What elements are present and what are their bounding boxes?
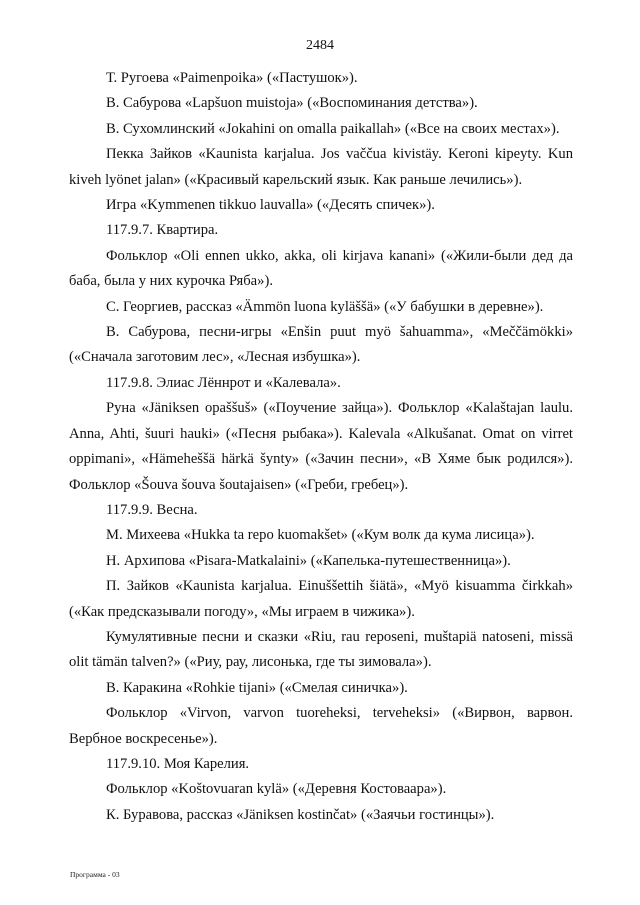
paragraph: Кумулятивные песни и сказки «Riu, rau reposeni, muštapiä natoseni, missä olit tämän talven?» («Риу, рау, лисонька, где ты зимовала»). [69,628,573,671]
paragraph: Руна «Jäniksen opaššuš» («Поучение зайца»). Фольклор «Kalaštajan laulu. Anna, Ahti, šuuri hauki» («Песня рыбака»). Kalevala «Alkušanat. Omat on virret oppimani», «Hämeheššä härkä šynty» («Зачин песни», «В Хяме бык родился»). Фольклор «Šouva šouva šoutajaisen» («Греби, гребец»). [69,400,573,493]
paragraph: Игра «Kymmenen tikkuo lauvalla» («Десять спичек»). [106,197,435,214]
paragraph: В. Сухомлинский «Jokahini on omalla paikallah» («Все на своих местах»). [106,120,560,137]
paragraph: П. Зайков «Kaunista karjalua. Einuššettih šiätä», «Myö kisuamma čirkkah» («Как предсказывали погоду», «Мы играем в чижика»). [69,578,573,620]
section-heading: 117.9.10. Моя Карелия. [106,755,250,772]
paragraph: Фольклор «Koštovuaran kylä» («Деревня Костоваара»). [106,781,447,798]
paragraph: Н. Архипова «Pisara-Matkalaini» («Капелька-путешественница»). [106,552,511,569]
paragraph: С. Георгиев, рассказ «Ämmön luona kyläššä» («У бабушки в деревне»). [106,298,544,315]
paragraph: В. Каракина «Rohkie tijani» («Смелая синичка»). [106,679,408,696]
paragraph: Фольклор «Virvon, varvon tuoreheksi, terveheksi» («Вирвон, варвон. Вербное воскресенье»). [69,705,573,747]
paragraph: М. Михеева «Hukka ta repo kuomakšet» («Кум волк да кума лисица»). [106,527,535,544]
section-heading: 117.9.8. Элиас Лённрот и «Калевала». [106,374,341,391]
paragraph: Т. Ругоева «Paimenpoika» («Пастушок»). [106,70,358,86]
paragraph: В. Сабурова «Lapšuon muistoja» («Воспоминания детства»). [106,95,478,112]
paragraph: Фольклор «Oli ennen ukko, akka, oli kirjava kanani» («Жили-были дед да баба, была у них курочка Ряба»). [69,247,573,290]
page-footer: Программа - 03 [70,870,120,879]
document-body [69,66,573,828]
paragraph: В. Сабурова, песни-игры «Enšin puut myö šahuamma», «Meččämökki» («Сначала заготовим лес», «Лесная избушка»). [69,324,573,366]
section-heading: 117.9.7. Квартира. [106,222,219,239]
page-number: 2484 [306,38,334,53]
section-heading: 117.9.9. Весна. [106,501,198,518]
paragraph: К. Буравова, рассказ «Jäniksen kostinčat» («Заячьи гостинцы»). [106,806,495,823]
paragraph: Пекка Зайков «Kaunista karjalua. Jos vaččua kivistäy. Keroni kipeyty. Kun kiveh lyönet jalan» («Красивый карельский язык. Как раньше лечились»). [69,146,573,188]
